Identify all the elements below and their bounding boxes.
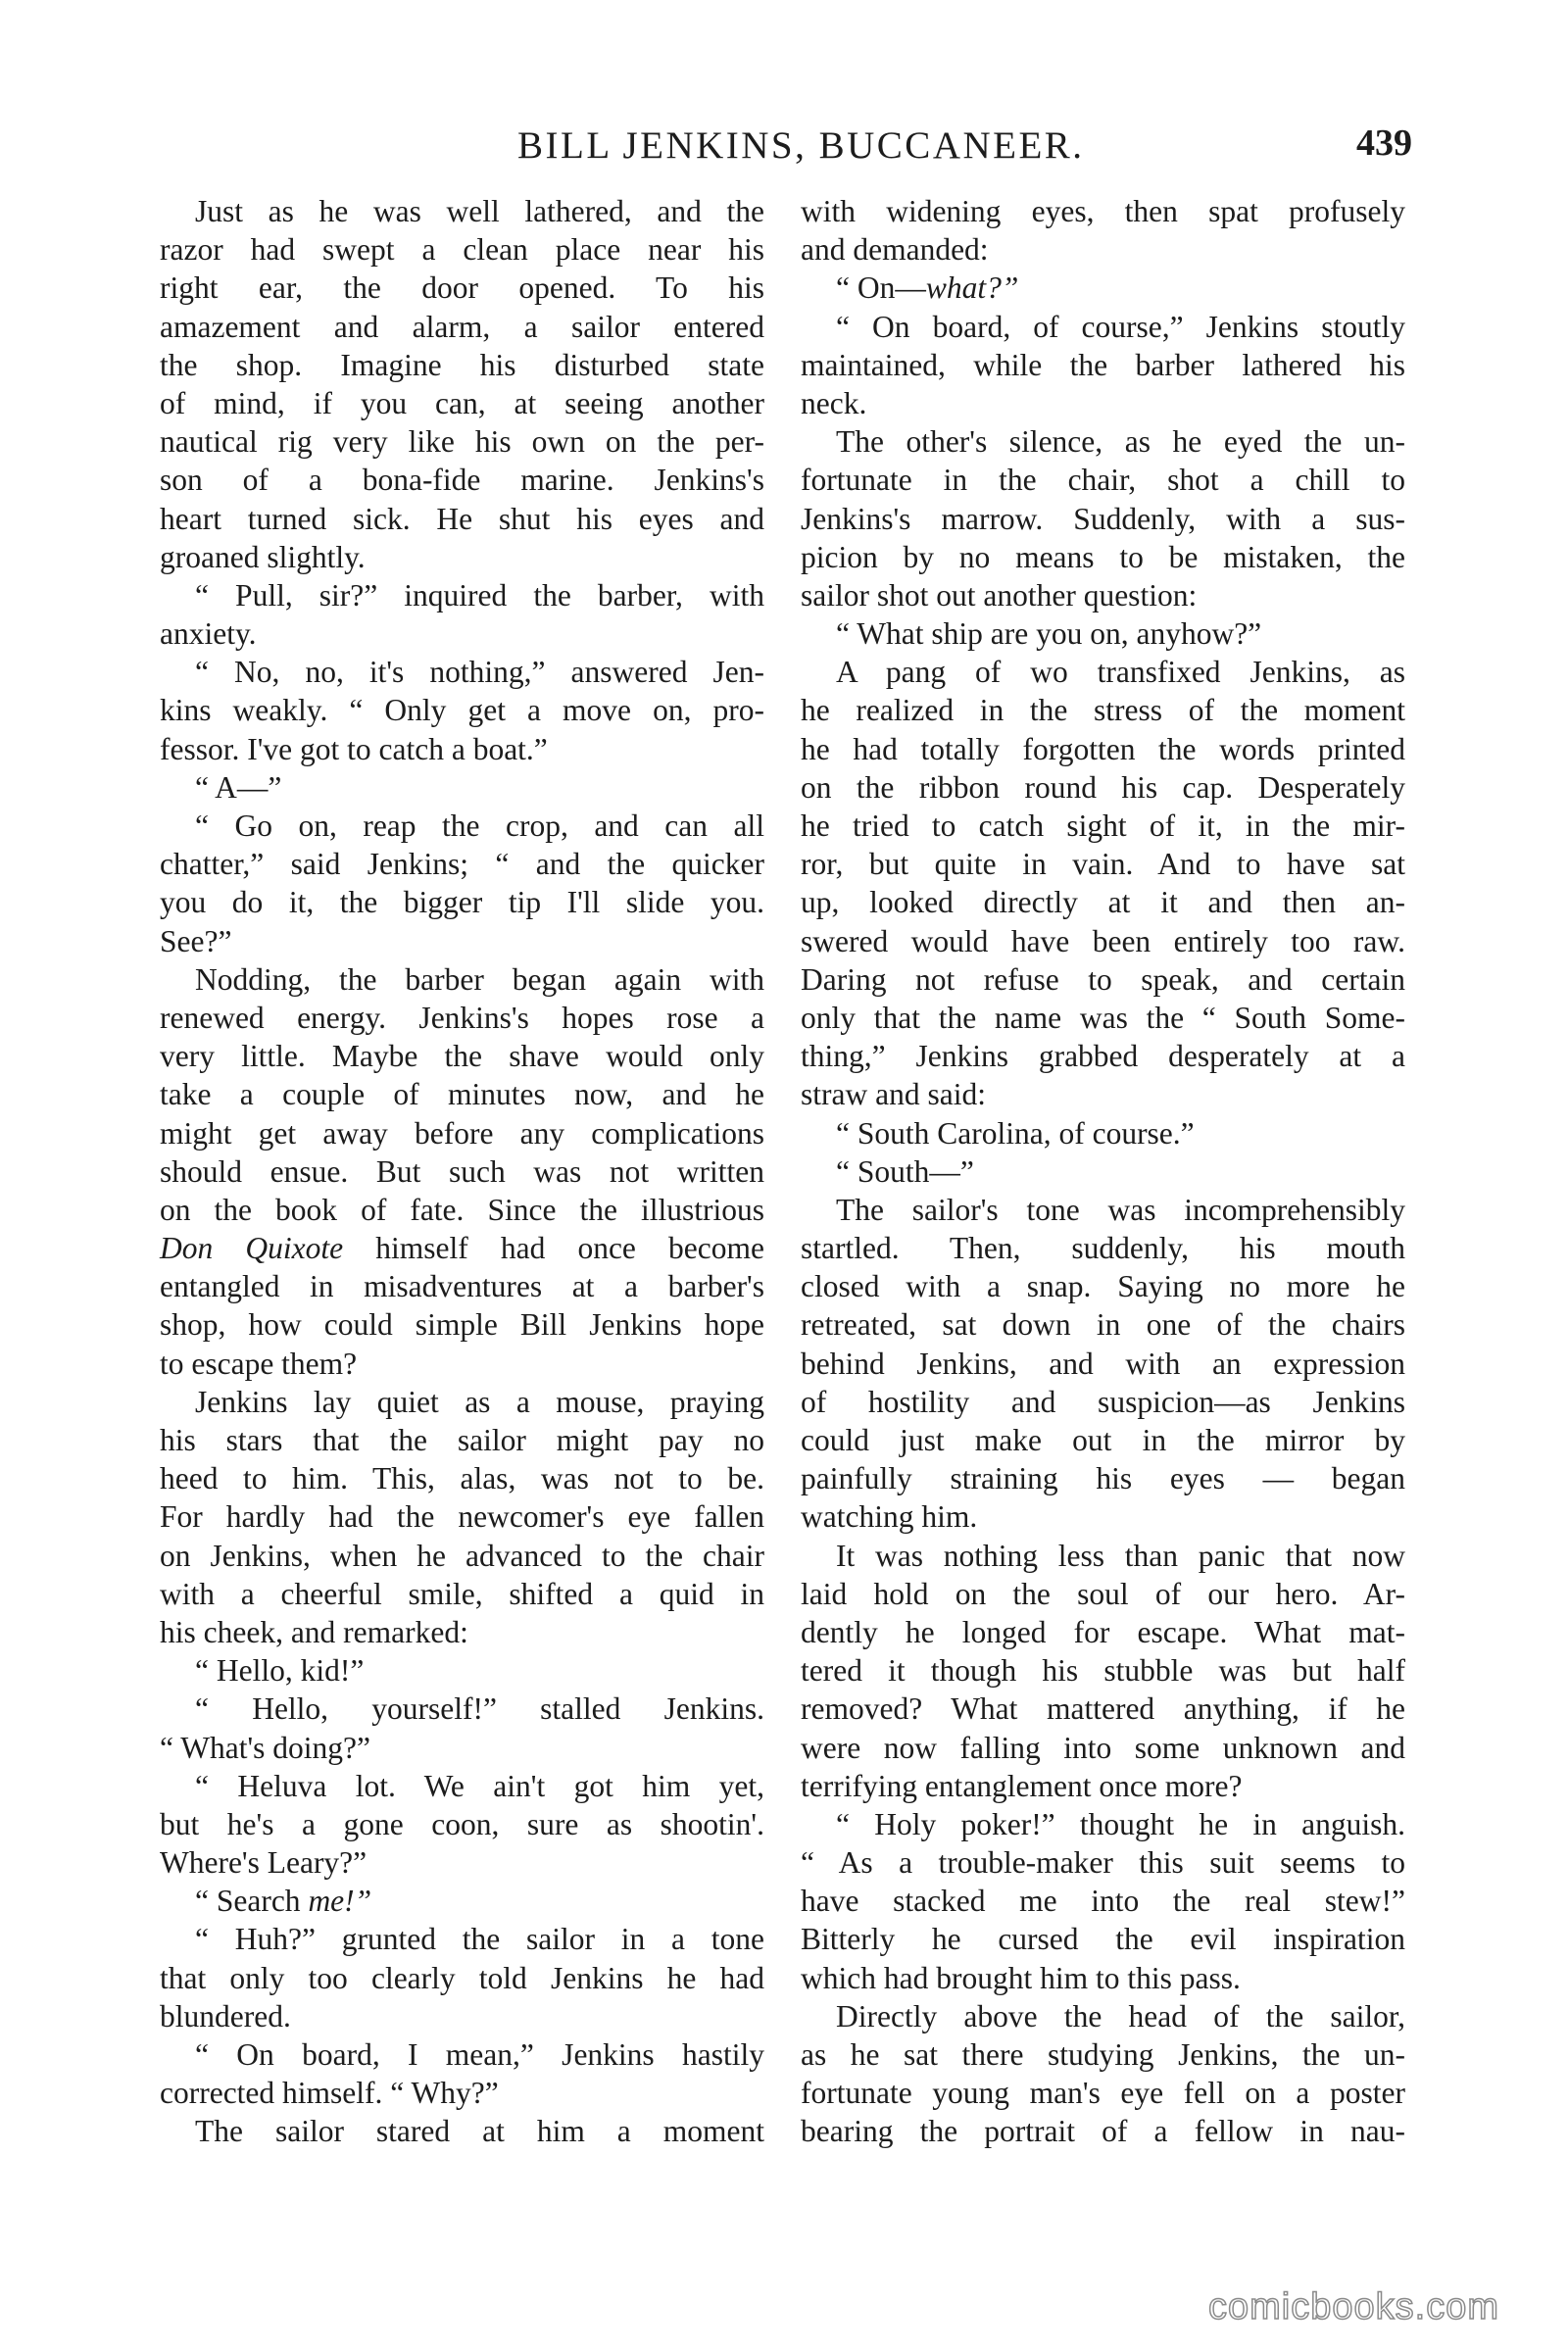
text-line: thing,” Jenkins grabbed desperately at a [801,1039,1405,1074]
text-line: terrifying entanglement once more? [801,1768,1243,1803]
text-line: Just as he was well lathered, and the [195,194,764,228]
text-line: his stars that the sailor might pay no [160,1423,764,1457]
text-line: Where's Leary?” [160,1845,368,1881]
text-line: “ Hello, kid!” [195,1653,365,1689]
text-line: the shop. Imagine his disturbed state [160,347,764,382]
text-line: only that the name was the “ South Some- [801,1000,1405,1035]
text-line: dently he longed for escape. What mat- [801,1614,1405,1649]
text-line: The sailor's tone was incomprehensibly [836,1192,1405,1227]
text-line: removed? What mattered anything, if he [801,1691,1405,1727]
text-line: “ A—” [195,769,282,805]
text-line: and demanded: [801,232,989,268]
text-line: “ No, no, it's nothing,” answered Jen- [195,655,764,690]
text-line: his cheek, and remarked: [160,1614,468,1649]
text-line: The other's silence, as he eyed the un- [836,424,1405,460]
text-line: chatter,” said Jenkins; “ and the quicker [160,847,764,882]
watermark-logo: comicbooks.com [1208,2286,1499,2328]
text-line: watching him. [801,1499,978,1535]
text-line: “ Go on, reap the crop, and can all [195,808,764,843]
text-line: but he's a gone coon, sure as shootin'. [160,1806,764,1841]
text-line: entangled in misadventures at a barber's [160,1269,764,1304]
text-line: “ Pull, sir?” inquired the barber, with [195,577,764,612]
text-line: on Jenkins, when he advanced to the chair [160,1538,764,1573]
text-line: heed to him. This, alas, was not to be. [160,1461,764,1496]
text-line: razor had swept a clean place near his [160,232,764,268]
text-line: son of a bona-fide marine. Jenkins's [160,463,764,498]
page-number: 439 [1356,122,1412,164]
text-line: fortunate young man's eye fell on a poster [801,2076,1405,2111]
text-line: closed with a snap. Saying no more he [801,1269,1405,1304]
text-line: shop, how could simple Bill Jenkins hope [160,1307,764,1343]
text-line: retreated, sat down in one of the chairs [801,1307,1405,1343]
text-line: “ On board, I mean,” Jenkins hastily [195,2037,764,2072]
text-line: “ South—” [836,1153,974,1189]
text-line: have stacked me into the real stew!” [801,1884,1405,1919]
text-line: picion by no means to be mistaken, the [801,539,1405,574]
text-line: amazement and alarm, a sailor entered [160,309,764,344]
text-line: “ As a trouble-maker this suit seems to [801,1845,1405,1881]
text-line: of mind, if you can, at seeing another [160,385,764,420]
text-line: kins weakly. “ Only get a move on, pro- [160,693,764,728]
text-line: bearing the portrait of a fellow in nau- [801,2114,1405,2149]
text-line: “ What ship are you on, anyhow?” [836,616,1262,652]
text-line: “ On board, of course,” Jenkins stoutly [836,309,1405,344]
text-line: that only too clearly told Jenkins he had [160,1960,764,1995]
text-line: “ Heluva lot. We ain't got him yet, [195,1768,764,1803]
text-line: Jenkins lay quiet as a mouse, praying [195,1384,764,1419]
text-line: right ear, the door opened. To his [160,270,764,306]
text-line: groaned slightly. [160,539,366,574]
text-line: “ Search me!” [195,1884,372,1919]
text-line: behind Jenkins, and with an expression [801,1346,1405,1381]
text-line: The sailor stared at him a moment [195,2114,764,2149]
text-line: corrected himself. “ Why?” [160,2076,499,2111]
text-line: Jenkins's marrow. Suddenly, with a sus- [801,501,1405,536]
text-line: on the ribbon round his cap. Desperately [801,769,1405,805]
text-line: Nodding, the barber began again with [195,961,764,997]
text-line: sailor shot out another question: [801,577,1198,612]
text-line: Directly above the head of the sailor, [836,1998,1405,2034]
text-line: neck. [801,385,867,420]
text-line: on the book of fate. Since the illustrious [160,1192,764,1227]
text-line: to escape them? [160,1346,358,1381]
text-line: For hardly had the newcomer's eye fallen [160,1499,764,1535]
text-line: “ On—what?” [836,270,1019,306]
running-title: BILL JENKINS, BUCCANEER. [517,124,1085,167]
text-line: painfully straining his eyes — began [801,1461,1405,1496]
left-column [160,192,764,2151]
text-line: he tried to catch sight of it, in the mir- [801,808,1405,843]
text-line: blundered. [160,1998,291,2034]
text-line: “ Holy poker!” thought he in anguish. [836,1806,1405,1841]
text-line: renewed energy. Jenkins's hopes rose a [160,1000,764,1035]
text-line: Bitterly he cursed the evil inspiration [801,1922,1405,1957]
text-line: very little. Maybe the shave would only [160,1039,764,1074]
text-line: It was nothing less than panic that now [836,1538,1405,1573]
text-line: nautical rig very like his own on the per- [160,424,764,460]
text-line: fessor. I've got to catch a boat.” [160,731,548,766]
text-line: “ Hello, yourself!” stalled Jenkins. [195,1691,764,1727]
text-line: should ensue. But such was not written [160,1153,764,1189]
text-line: Don Quixote himself had once become [160,1231,764,1266]
text-line: Daring not refuse to speak, and certain [801,961,1405,997]
text-line: startled. Then, suddenly, his mouth [801,1231,1405,1266]
text-line: heart turned sick. He shut his eyes and [160,501,764,536]
text-line: A pang of wo transfixed Jenkins, as [836,655,1405,690]
text-line: up, looked directly at it and then an- [801,885,1405,920]
text-line: swered would have been entirely too raw. [801,923,1405,958]
text-line: anxiety. [160,616,257,652]
text-line: with widening eyes, then spat profusely [801,194,1405,228]
text-line: “ What's doing?” [160,1730,371,1765]
text-line: with a cheerful smile, shifted a quid in [160,1576,764,1611]
right-column [801,192,1405,2151]
text-line: “ South Carolina, of course.” [836,1115,1195,1151]
text-line: could just make out in the mirror by [801,1423,1405,1457]
text-line: he realized in the stress of the moment [801,693,1405,728]
text-line: as he sat there studying Jenkins, the un- [801,2037,1405,2072]
text-line: take a couple of minutes now, and he [160,1077,764,1112]
text-line: maintained, while the barber lathered his [801,347,1405,382]
text-line: which had brought him to this pass. [801,1960,1241,1995]
text-line: fortunate in the chair, shot a chill to [801,463,1405,498]
text-line: laid hold on the soul of our hero. Ar- [801,1576,1405,1611]
text-line: See?” [160,923,232,958]
text-line: of hostility and suspicion—as Jenkins [801,1384,1405,1419]
page-header [0,116,1568,174]
text-line: you do it, the bigger tip I'll slide you. [160,885,764,920]
text-line: ror, but quite in vain. And to have sat [801,847,1405,882]
text-line: were now falling into some unknown and [801,1730,1405,1765]
text-line: tered it though his stubble was but half [801,1653,1405,1689]
text-line: might get away before any complications [160,1115,764,1151]
text-line: straw and said: [801,1077,986,1112]
text-line: he had totally forgotten the words printed [801,731,1405,766]
text-line: “ Huh?” grunted the sailor in a tone [195,1922,764,1957]
